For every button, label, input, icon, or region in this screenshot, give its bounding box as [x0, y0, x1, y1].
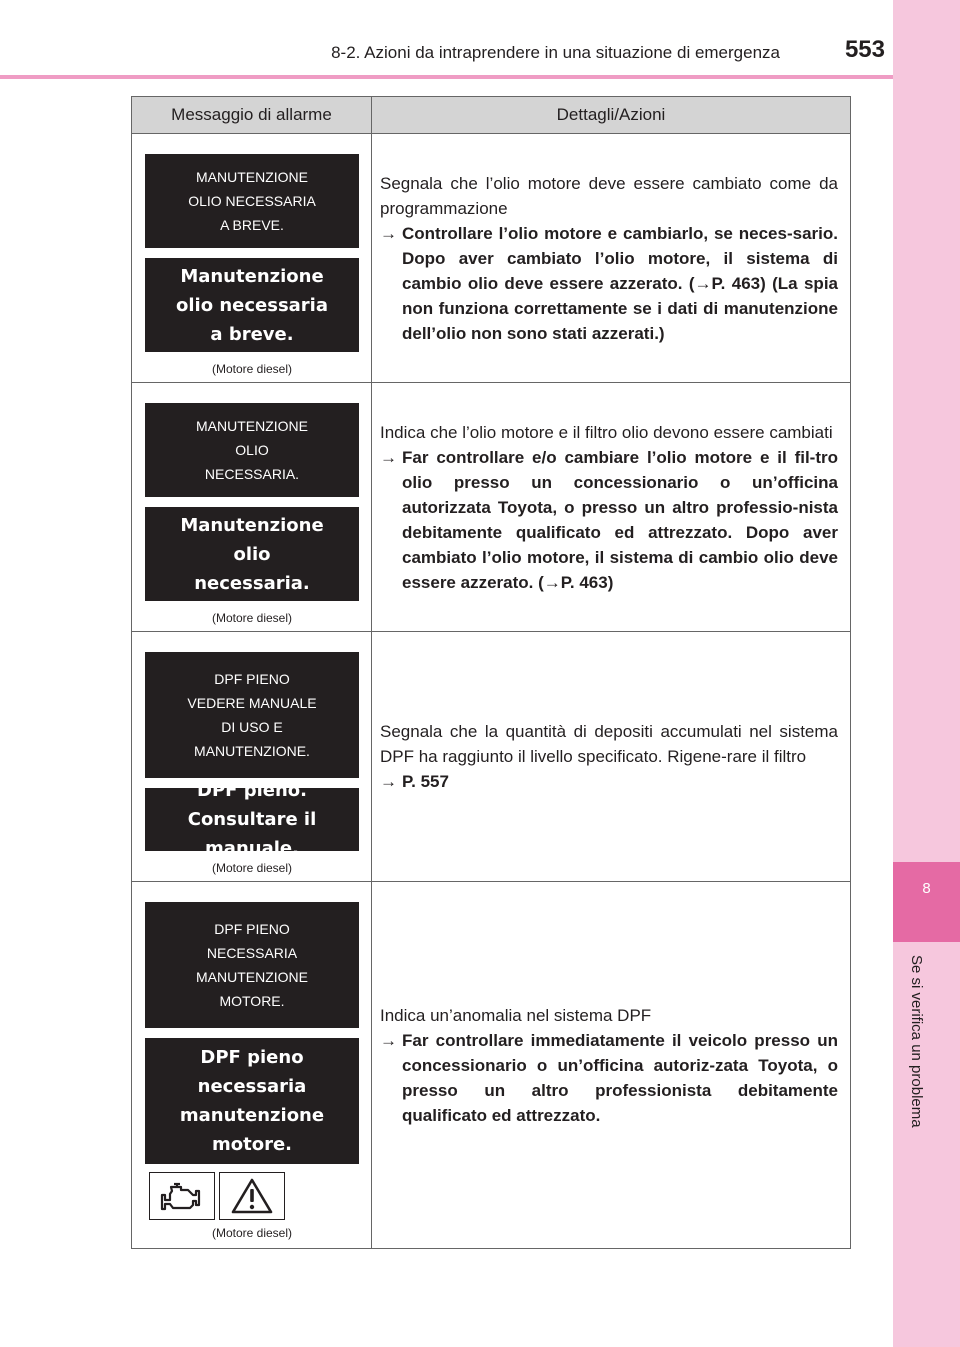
action-text: Far controllare e/o cambiare l’olio motore e il fil-tro olio presso un concessionario o un’officina autorizzata Toyota, o presso un altro professio-nista debitamente qualificato ed attrezzato. Dopo aver cambiato l’olio motore, il sistema di cambio olio deve essere azzerato. (→P. 463): [402, 447, 838, 592]
header-message: Messaggio di allarme: [132, 97, 372, 134]
description: Segnala che la quantità di depositi accumulati nel sistema DPF ha raggiunto il livello specificato. Rigene-rare il filtro: [380, 722, 838, 766]
display-line: necessaria.: [194, 572, 310, 594]
action: [380, 445, 838, 595]
display-line: OLIO NECESSARIA: [188, 193, 316, 209]
display-message: [145, 154, 359, 248]
arrow-icon: →: [380, 447, 397, 467]
display-line: Consultare il manuale.: [187, 809, 317, 859]
display-line: Manutenzione: [180, 265, 324, 287]
action-text: Far controllare immediatamente il veicolo presso un concessionario o un’officina autoriz-zata Toyota, o presso un altro professionista debitamente qualificato ed attrezzato.: [402, 1030, 838, 1125]
display-message-alt: [145, 1038, 359, 1164]
caption: (Motore diesel): [211, 611, 293, 625]
display-line: DPF pieno.: [197, 780, 307, 801]
table-row: [132, 134, 851, 383]
display-line: OLIO: [235, 442, 269, 458]
display-message-alt: [145, 258, 359, 352]
header-details: Dettagli/Azioni: [372, 97, 851, 134]
display-line: VEDERE MANUALE: [187, 695, 317, 711]
display-message-alt: [145, 507, 359, 601]
warning-icons: [149, 1172, 359, 1220]
details-cell: [372, 383, 851, 632]
arrow-icon: →: [380, 772, 397, 791]
display-line: manutenzione: [179, 1105, 325, 1126]
display-message: [145, 403, 359, 497]
table-row: [132, 383, 851, 632]
display-line: A BREVE.: [220, 217, 284, 233]
action: [380, 1028, 838, 1128]
section-title: 8-2. Azioni da intraprendere in una situazione di emergenza: [331, 43, 780, 62]
display-line: MANUTENZIONE: [196, 169, 308, 185]
table-row: [132, 632, 851, 882]
arrow-icon: →: [380, 1030, 397, 1050]
caption: (Motore diesel): [211, 861, 293, 875]
message-cell: [132, 134, 372, 383]
description: Indica un’anomalia nel sistema DPF: [380, 1005, 652, 1025]
display-line: MANUTENZIONE.: [194, 743, 310, 759]
message-cell: [132, 383, 372, 632]
display-line: DPF PIENO: [214, 671, 290, 687]
display-line: NECESSARIA: [206, 945, 298, 961]
display-message: [145, 902, 359, 1028]
display-line: MOTORE.: [219, 993, 285, 1009]
table-header-row: [132, 97, 851, 134]
display-line: olio: [233, 543, 271, 565]
display-line: motore.: [211, 1134, 292, 1155]
details-cell: [372, 632, 851, 882]
chapter-box: [893, 862, 960, 942]
header-rule: [0, 75, 893, 79]
display-line: a breve.: [210, 323, 294, 345]
message-cell: [132, 632, 372, 882]
description: Indica che l’olio motore e il filtro olio devono essere cambiati: [380, 422, 833, 442]
display-line: DPF pieno: [200, 1047, 304, 1068]
display-line: Manutenzione: [180, 514, 324, 536]
description: Segnala che l’olio motore deve essere cambiato come da programmazione: [380, 173, 838, 218]
action: [380, 221, 838, 346]
action: [380, 769, 838, 794]
display-message-alt: [145, 780, 359, 859]
display-line: olio necessaria: [175, 294, 328, 316]
message-cell: [132, 882, 372, 1249]
chapter-number: 8: [922, 880, 931, 897]
details-cell: [372, 134, 851, 383]
caption: (Motore diesel): [211, 362, 293, 376]
display-line: MANUTENZIONE: [196, 418, 308, 434]
display-line: necessaria: [197, 1076, 307, 1097]
display-line: NECESSARIA.: [204, 466, 300, 482]
page-number: 553: [844, 36, 885, 63]
details-cell: [372, 882, 851, 1249]
display-line: MANUTENZIONE: [196, 969, 308, 985]
table-row: [132, 882, 851, 1249]
display-line: DI USO E: [221, 719, 283, 735]
chapter-title: Se si verifica un problema: [908, 955, 925, 1128]
engine-warning-icon: [149, 1172, 215, 1220]
caution-triangle-icon: [219, 1172, 285, 1220]
display-message: [145, 652, 359, 778]
arrow-icon: →: [380, 223, 397, 243]
display-line: DPF PIENO: [214, 921, 290, 937]
action-text: Controllare l’olio motore e cambiarlo, se neces-sario. Dopo aver cambiato l’olio motore, il sistema di cambio olio deve essere azzerato. (→P. 463) (La spia non funziona correttamente se i dati di manutenzione dell’olio non sono stati azzerati.): [402, 223, 838, 343]
caption: (Motore diesel): [211, 1226, 293, 1240]
alarm-table: [131, 96, 851, 1249]
action-text: P. 557: [402, 772, 449, 791]
